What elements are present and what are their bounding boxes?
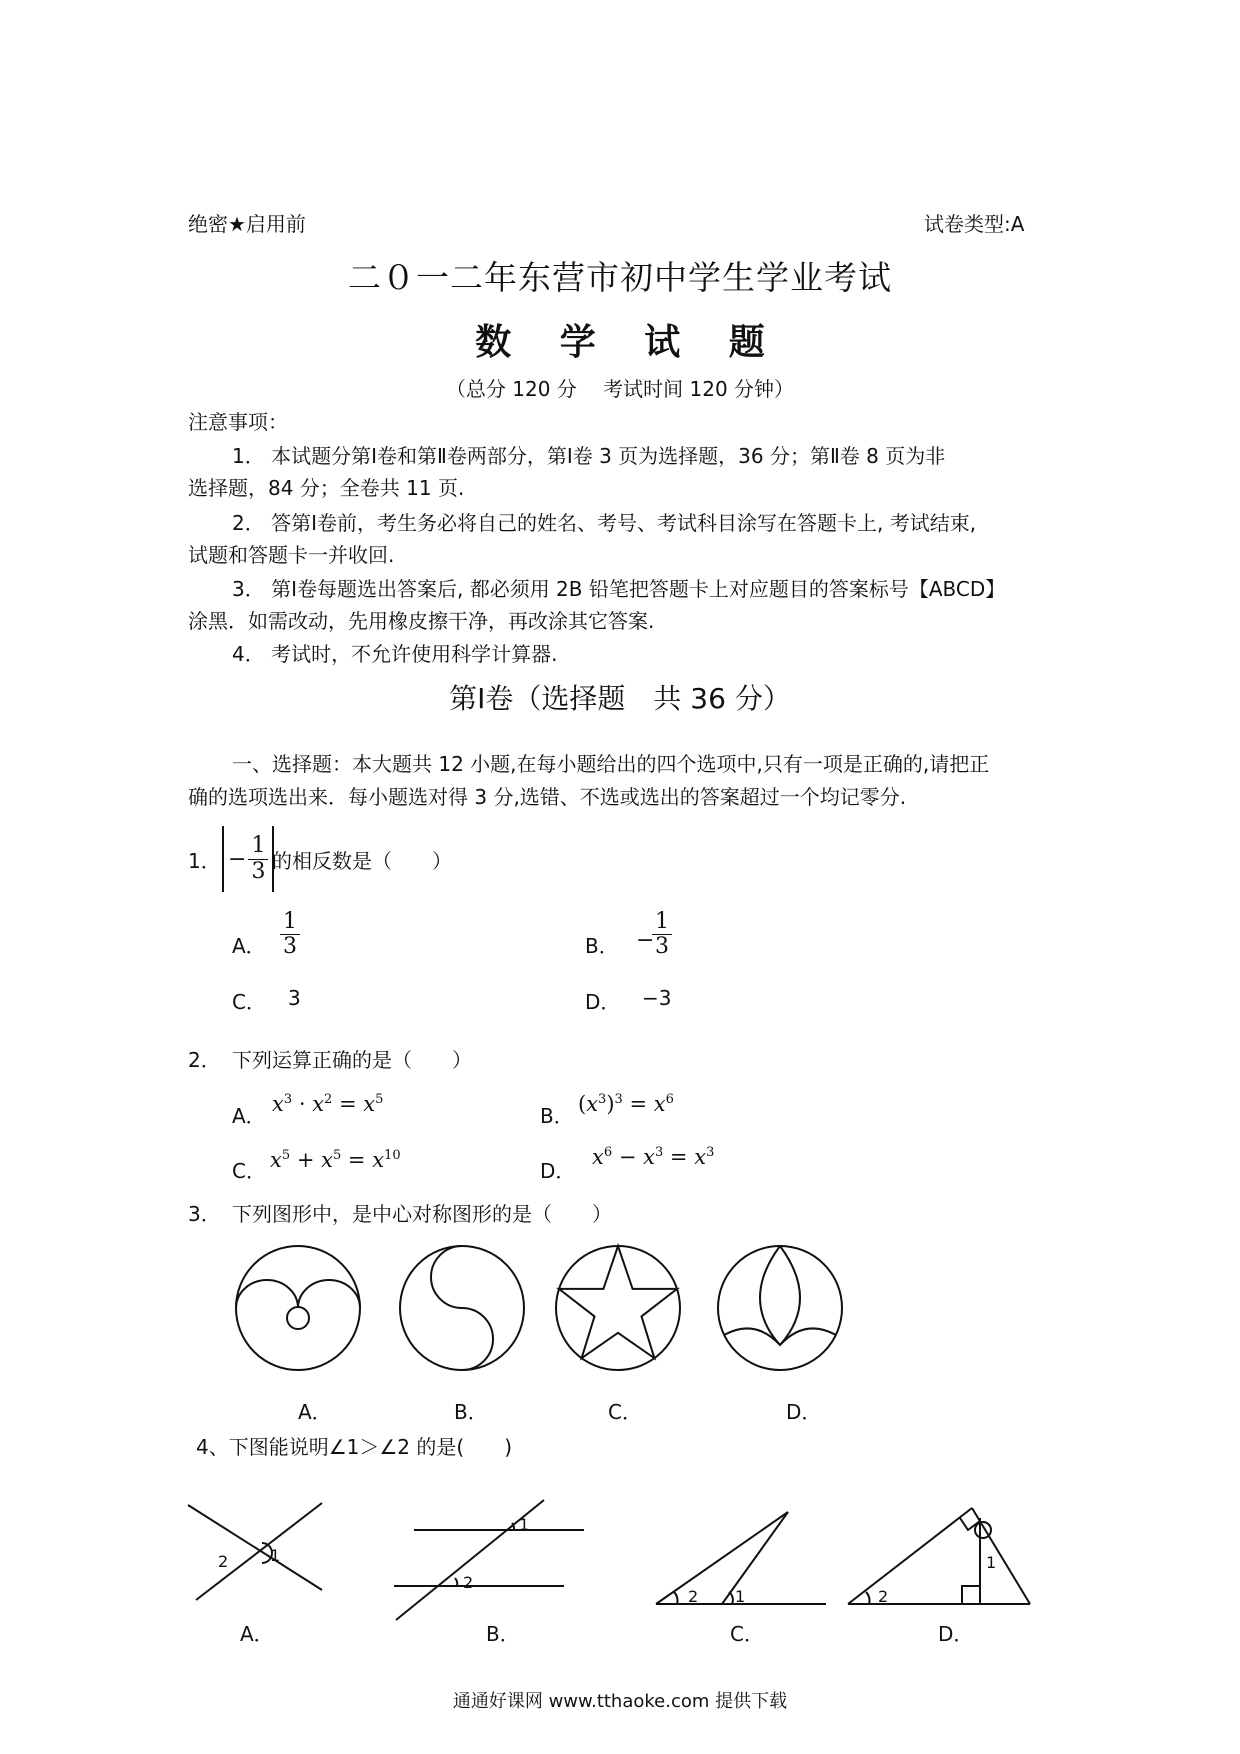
q2-a-x1: x [272, 1092, 284, 1116]
q2-b-exp2: 3 [614, 1092, 623, 1107]
q3-label-b: B． [454, 1400, 488, 1424]
paper-type-label: 试卷类型:A [924, 212, 1025, 236]
q1-option-d-value: −3 [642, 986, 672, 1010]
q4-label-d: D． [938, 1622, 974, 1646]
note-2-line-2: 试题和答题卡一并收回. [188, 543, 395, 567]
q4-label-a: A． [240, 1622, 274, 1646]
note-3-line-2: 涂黑．如需改动，先用橡皮擦干净，再改涂其它答案. [188, 609, 655, 633]
q1-option-b-numerator: 1 [652, 910, 672, 935]
q3-label-c: C． [608, 1400, 642, 1424]
q2-option-d-label: D． [540, 1159, 576, 1183]
q2-d-x3: x [694, 1145, 707, 1169]
confidential-label: 绝密★启用前 [188, 212, 306, 236]
q1-option-a-denominator: 3 [283, 934, 297, 960]
exam-meta: （总分 120 分 考试时间 120 分钟） [445, 377, 795, 401]
q2-a-x3: x [363, 1092, 376, 1116]
q2-a-equals: = [339, 1092, 357, 1116]
q2-c-x3: x [372, 1148, 385, 1172]
q2-c-x2: x [321, 1148, 333, 1172]
q4-figure-b [394, 1500, 584, 1620]
q2-c-plus: + [296, 1148, 315, 1172]
q2-option-c-label: C． [232, 1159, 266, 1183]
q1-number: 1． [188, 849, 221, 873]
q1-fraction-denominator: 3 [251, 858, 266, 884]
q2-d-minus: − [618, 1145, 637, 1169]
q2-b-exp1: 3 [598, 1092, 607, 1107]
exam-title: 二０一二年东营市初中学生学业考试 [348, 258, 892, 297]
q2-stem: 下列运算正确的是（ ） [232, 1048, 472, 1072]
q4-a-angle-1: 1 [270, 1546, 281, 1565]
q3-stem: 下列图形中，是中心对称图形的是（ ） [232, 1202, 612, 1226]
q1-option-b-denominator: 3 [655, 934, 669, 960]
q2-number: 2． [188, 1048, 221, 1072]
q2-d-exp2: 3 [654, 1145, 664, 1160]
q2-a-x2: x [312, 1092, 325, 1116]
q2-b-rparen: ) [606, 1092, 615, 1116]
q2-b-x1: x [586, 1092, 599, 1116]
q1-option-c-value: 3 [288, 986, 301, 1010]
q2-d-exp3: 3 [706, 1145, 715, 1160]
q2-d-exp1: 6 [603, 1145, 613, 1160]
q4-a-angle-2: 2 [218, 1552, 229, 1571]
q1-option-b-label: B． [585, 934, 619, 958]
q2-d-x1: x [592, 1145, 604, 1169]
q2-a-exp3: 5 [375, 1092, 384, 1107]
q4-figure-a [188, 1503, 322, 1600]
q2-b-x2: x [653, 1092, 666, 1116]
q3-label-d: D． [786, 1400, 822, 1424]
q2-d-x2: x [643, 1145, 655, 1169]
q2-c-x1: x [270, 1148, 282, 1172]
q3-number: 3． [188, 1202, 221, 1226]
q4-label-b: B． [486, 1622, 520, 1646]
q2-a-exp2: 2 [324, 1092, 333, 1107]
q2-c-exp3: 10 [384, 1148, 401, 1163]
q4-label-c: C． [730, 1622, 764, 1646]
q2-c-exp2: 5 [332, 1148, 342, 1163]
q4-b-angle-2: 2 [463, 1573, 474, 1592]
note-2-line-1: 2． 答第Ⅰ卷前，考生务必将自己的姓名、考号、考试科目涂写在答题卡上, 考试结束, [232, 511, 977, 535]
q3-label-a: A． [298, 1400, 332, 1424]
q4-c-angle-1: 1 [735, 1587, 746, 1606]
notes-heading: 注意事项： [188, 410, 288, 434]
part1-line-2: 确的选项选出来．每小题选对得 3 分,选错、不选或选出的答案超过一个均记零分. [188, 785, 907, 809]
q4-d-angle-1: 1 [986, 1553, 997, 1572]
q2-option-b-label: B． [540, 1104, 574, 1128]
q2-c-equals: = [347, 1148, 366, 1172]
q2-d-equals: = [669, 1145, 688, 1169]
q1-option-a-label: A． [232, 934, 266, 958]
note-4: 4． 考试时，不允许使用科学计算器. [232, 642, 558, 666]
q4-figure-d [848, 1508, 1030, 1604]
q1-minus-sign: − [228, 846, 247, 872]
note-1-line-2: 选择题，84 分；全卷共 11 页. [188, 476, 465, 500]
q2-a-dot: · [298, 1092, 306, 1116]
q4-stem: 4、下图能说明∠1＞∠2 的是( ) [196, 1435, 512, 1459]
note-1-line-1: 1． 本试题分第Ⅰ卷和第Ⅱ卷两部分，第Ⅰ卷 3 页为选择题，36 分；第Ⅱ卷 8 页为非 [232, 444, 946, 468]
subject-title: 数 学 试 题 [475, 322, 783, 363]
section-title: 第Ⅰ卷（选择题 共 36 分） [449, 682, 791, 715]
q1-fraction-numerator: 1 [248, 834, 268, 859]
q2-a-exp1: 3 [283, 1092, 293, 1107]
q1-stem: 的相反数是（ ） [272, 849, 452, 873]
q1-option-d-label: D． [585, 990, 621, 1014]
q2-b-lparen: ( [578, 1092, 587, 1116]
part1-line-1: 一、选择题：本大题共 12 小题,在每小题给出的四个选项中,只有一项是正确的,请把正 [232, 752, 990, 776]
q4-c-angle-2: 2 [688, 1587, 699, 1606]
q2-b-equals: = [629, 1092, 648, 1116]
q1-option-b-minus: − [636, 928, 655, 953]
q2-option-a-label: A． [232, 1104, 266, 1128]
q4-b-angle-1: 1 [519, 1515, 530, 1534]
q4-d-angle-2: 2 [878, 1587, 889, 1606]
q1-option-c-label: C． [232, 990, 266, 1014]
footer-download-credit: 通通好课网 www.tthaoke.com 提供下载 [452, 1691, 788, 1712]
q1-option-a-numerator: 1 [280, 910, 300, 935]
note-3-line-1: 3． 第Ⅰ卷每题选出答案后, 都必须用 2B 铅笔把答题卡上对应题目的答案标号【ABCD】 [232, 577, 1006, 601]
q2-c-exp1: 5 [281, 1148, 291, 1163]
q2-b-exp3: 6 [665, 1092, 674, 1107]
